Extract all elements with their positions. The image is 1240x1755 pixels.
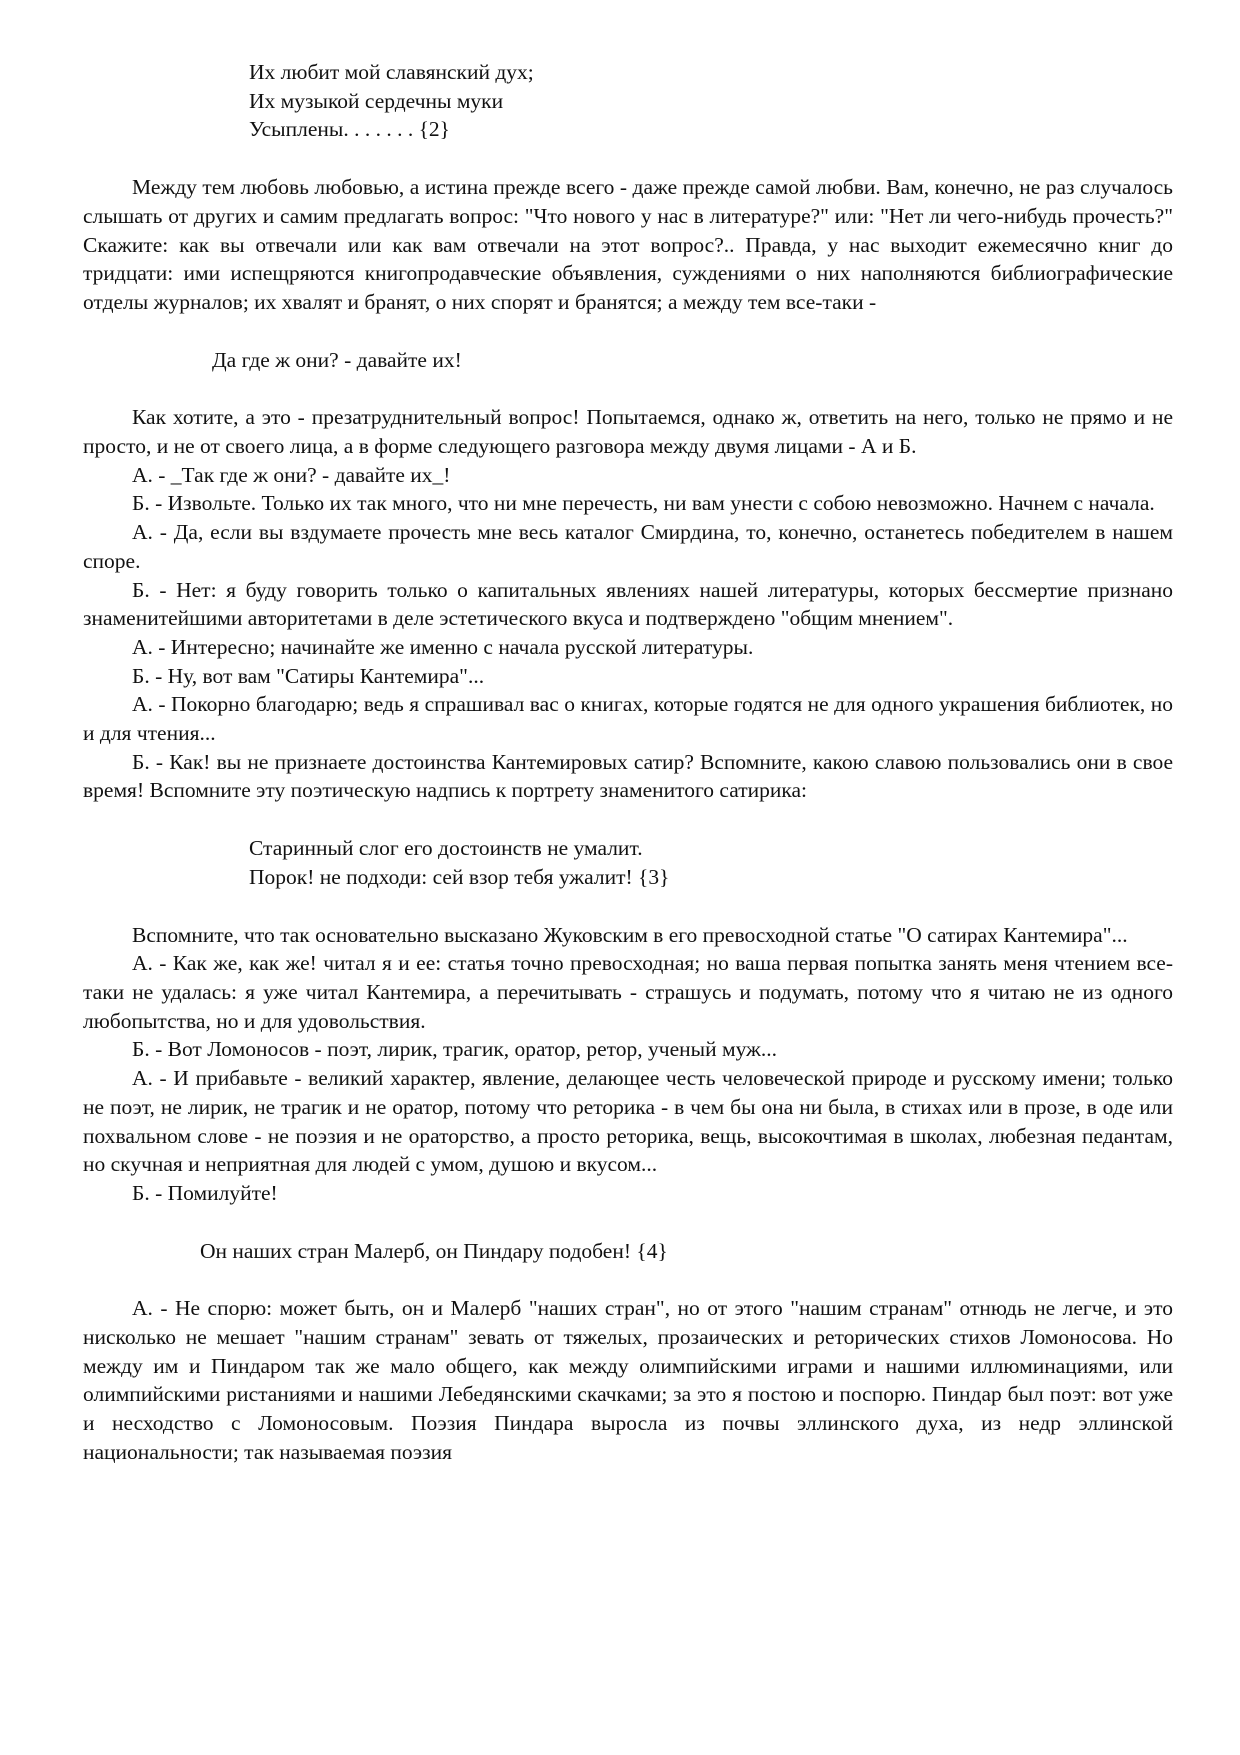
dialogue-line: А. - Да, если вы вздумаете прочесть мне весь каталог Смирдина, то, конечно, останетесь победителем в нашем споре.: [83, 520, 1173, 573]
dialogue-line: А. - Не спорю: может быть, он и Малерб "наших стран", но от этого "нашим странам" отнюдь не легче, и это нисколько не мешает "нашим странам" зевать от тяжелых, прозаических и реторических стихов Ломоносова. Но между им и Пиндаром так же мало общего, как между олимпийскими играми и нашими иллюминациями, или олимпийскими ристаниями и нашими Лебедянскими скачками; за это я постою и поспорю. Пиндар был поэт: вот уже и несходство с Ломоносовым. Поэзия Пиндара выросла из почвы эллинского духа, из недр эллинской национальности; так называемая поэзия: [83, 1296, 1173, 1464]
poem-stanza-3: [83, 834, 1173, 891]
paragraph: Между тем любовь любовью, а истина прежде всего - даже прежде самой любви. Вам, конечно, не раз случалось слышать от других и самим предлагать вопрос: "Что нового у нас в литературе?" или: "Нет ли чего-нибудь прочесть?" Скажите: как вы отвечали или как вам отвечали на этот вопрос?.. Правда, у нас выходит ежемесячно книг до тридцати: ими испещряются книгопродавческие объявления, суждениями о них наполняются библиографические отделы журналов; их хвалят и бранят, о них спорят и бранятся; а между тем все-таки -: [83, 175, 1173, 314]
dialogue-line: А. - Интересно; начинайте же именно с начала русской литературы.: [132, 634, 754, 659]
poem-stanza-1: [83, 58, 1173, 144]
dialogue-line: А. - Как же, как же! читал я и ее: статья точно превосходная; но ваша первая попытка занять меня чтением все-таки не удалась: я уже читал Кантемира, а перечитывать - страшусь и подумать, потому что я читаю не из одного любопытства, но и для удовольствия.: [83, 951, 1173, 1033]
document-text: [83, 58, 1173, 1467]
poem-line: Старинный слог его достоинств не умалит.: [249, 836, 643, 861]
paragraph: Как хотите, а это - презатруднительный вопрос! Попытаемся, однако ж, ответить на него, только не прямо и не просто, и не от своего лица, а в форме следующего разговора между двумя лицами - А и Б.: [83, 405, 1173, 459]
dialogue-line: А. - _Так где ж они? - давайте их_!: [132, 462, 451, 487]
dialogue-line: Б. - Ну, вот вам "Сатиры Кантемира"...: [132, 663, 485, 688]
spacer: [83, 892, 1173, 921]
dialogue-line: Б. - Как! вы не признаете достоинства Кантемировых сатир? Вспомните, какою славою пользовались они в свое время! Вспомните эту поэтическую надпись к портрету знаменитого сатирика:: [83, 749, 1173, 803]
poem-stanza-4: [83, 1237, 1173, 1266]
dialogue-line: Б. - Вот Ломоносов - поэт, лирик, трагик, оратор, ретор, ученый муж...: [132, 1037, 778, 1062]
poem-line: Порок! не подходи: сей взор тебя ужалит! {3}: [249, 864, 670, 889]
spacer: [83, 374, 1173, 403]
spacer: [83, 144, 1173, 173]
dialogue-line: А. - Покорно благодарю; ведь я спрашивал вас о книгах, которые годятся не для одного украшения библиотек, но и для чтения...: [83, 692, 1173, 746]
spacer: [83, 1208, 1173, 1237]
dialogue-line: А. - И прибавьте - великий характер, явление, делающее честь человеческой природе и русскому имени; только не поэт, не лирик, не трагик и не оратор, потому что реторика - в чем бы она ни была, в стихах или в прозе, в оде или похвальном слове - не поэзия и не ораторство, а просто реторика, вещь, высокочтимая в школах, любезная педантам, но скучная и неприятная для людей с умом, душою и вкусом...: [83, 1066, 1173, 1177]
poem-stanza-2: [83, 346, 1173, 375]
spacer: [83, 317, 1173, 346]
poem-line: Да где ж они? - давайте их!: [212, 347, 462, 372]
dialogue-line: Б. - Помилуйте!: [132, 1180, 278, 1205]
poem-line: Их музыкой сердечны муки: [249, 88, 504, 113]
spacer: [83, 805, 1173, 834]
poem-line: Он наших стран Малерб, он Пиндару подобен! {4}: [200, 1238, 668, 1263]
dialogue-line: Б. - Извольте. Только их так много, что ни мне перечесть, ни вам унести с собою невозможно. Начнем с начала.: [132, 491, 1155, 516]
spacer: [83, 1265, 1173, 1294]
poem-line: Усыплены. . . . . . . {2}: [249, 117, 450, 142]
dialogue-line: Б. - Нет: я буду говорить только о капитальных явлениях нашей литературы, которых бессмертие признано знаменитейшими авторитетами в деле эстетического вкуса и подтверждено "общим мнением".: [83, 577, 1173, 631]
paragraph: Вспомните, что так основательно высказано Жуковским в его превосходной статье "О сатирах Кантемира"...: [132, 922, 1128, 947]
poem-line: Их любит мой славянский дух;: [249, 60, 534, 84]
